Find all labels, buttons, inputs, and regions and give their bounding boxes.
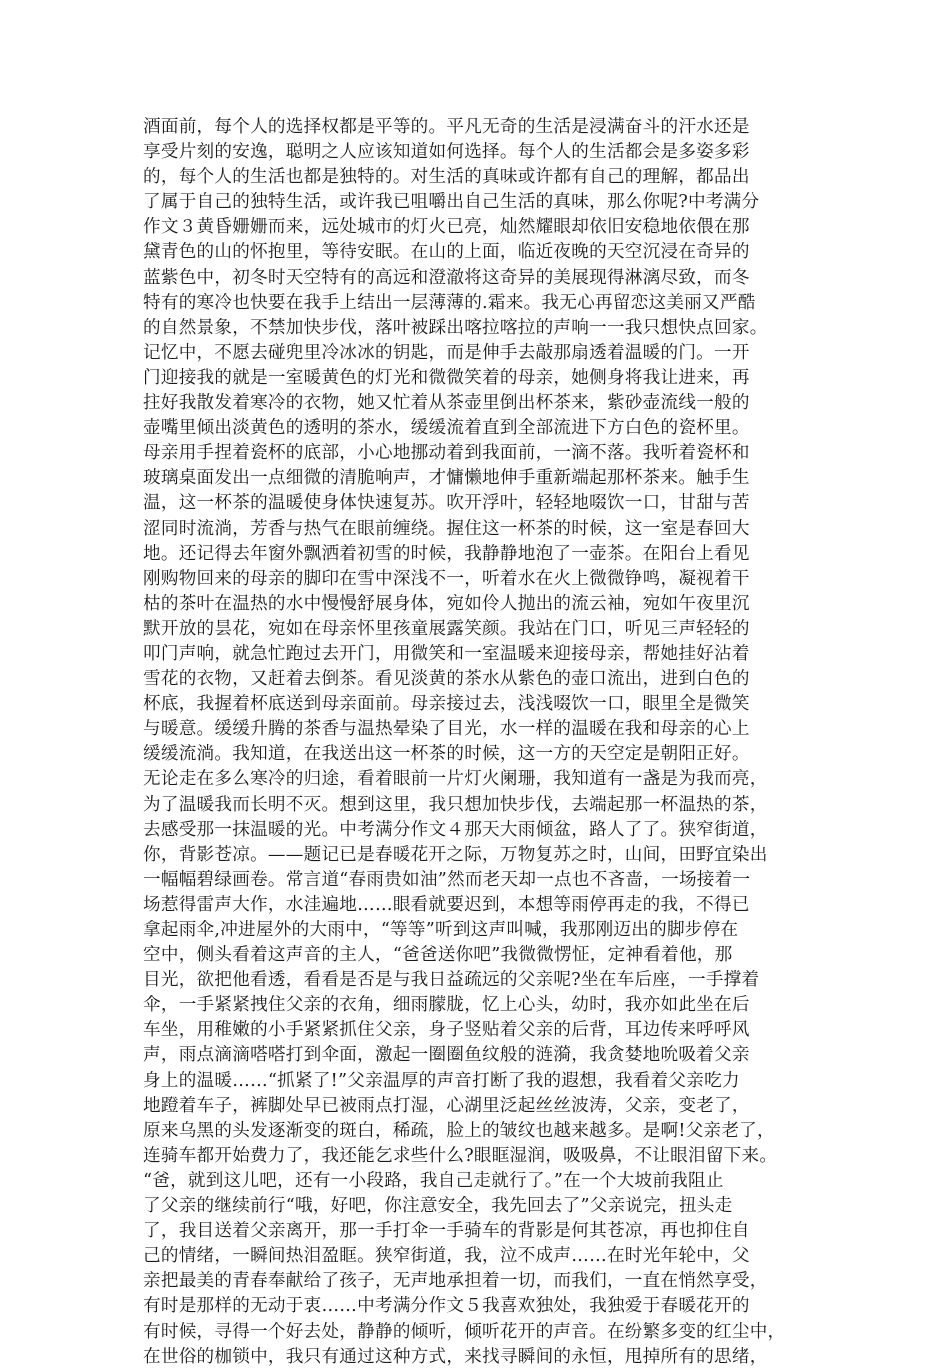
text-line: 了父亲的继续前行“哦，好吧，你注意安全，我先回去了”父亲说完，扭头走: [143, 1196, 733, 1217]
text-line: 亲把最美的青春奉献给了孩子，无声地承担着一切，而我们，一直在悄然享受，: [143, 1271, 768, 1292]
text-line: 的，每个人的生活也都是独特的。对生活的真味或许都有自己的理解，都品出: [143, 167, 750, 188]
text-line: 拿起雨伞,冲进屋外的大雨中，“等等”听到这声叫喊，我那刚迈出的脚步停在: [143, 920, 739, 940]
text-line: 涩同时流淌，芳香与热气在眼前缠绕。握住这一杯茶的时候，这一室是春回大: [143, 518, 750, 539]
text-line: 你，背影苍凉。——题记已是春暖花开之际，万物复苏之时，山间，田野宜染出: [143, 844, 768, 865]
text-line: 场惹得雷声大作，水洼遍地……眼看就要迟到，本想等雨停再走的我，不得已: [143, 894, 750, 915]
text-line: 杯底，我握着杯底送到母亲面前。母亲接过去，浅浅啜饮一口，眼里全是微笑: [143, 694, 750, 715]
text-line: 有时是那样的无动于衷……中考满分作文５我喜欢独处，我独爱于春暖花开的: [143, 1296, 750, 1317]
text-line: 连骑车都开始费力了，我还能乞求些什么?眼眶湿润，吸吸鼻，不让眼泪留下来。: [143, 1145, 778, 1166]
text-line: 壶嘴里倾出淡黄色的透明的茶水，缓缓流着直到全部流进下方白色的瓷杯里。: [143, 418, 750, 439]
text-line: 目光，欲把他看透，看看是否是与我日益疏远的父亲呢?坐在车后座，一手撑着: [143, 970, 760, 991]
text-line: 与暖意。缓缓升腾的茶香与温热晕染了目光，水一样的温暖在我和母亲的心上: [143, 719, 750, 740]
text-line: 己的情绪，一瞬间热泪盈眶。狭窄街道，我，泣不成声……在时光年轮中，父: [143, 1246, 750, 1267]
text-line: 温，这一杯茶的温暖使身体快速复苏。吹开浮叶，轻轻地啜饮一口，甘甜与苦: [143, 493, 750, 514]
text-line: 黛青色的山的怀抱里，等待安眠。在山的上面，临近夜晚的天空沉浸在奇异的: [143, 242, 750, 263]
text-line: 地。还记得去年窗外飘洒着初雪的时候，我静静地泡了一壶茶。在阳台上看见: [143, 543, 750, 564]
text-line: 了属于自己的独特生活，或许我已咀嚼出自己生活的真味，那么你呢?中考满分: [143, 192, 760, 213]
text-line: 玻璃桌面发出一点细微的清脆响声，才慵懒地伸手重新端起那杯茶来。触手生: [143, 468, 750, 489]
text-line: 去感受那一抹温暖的光。中考满分作文４那天大雨倾盆，路人了了。狭窄街道，: [143, 819, 768, 840]
text-line: 在世俗的枷锁中，我只有通过这种方式，来找寻瞬间的永恒，甩掉所有的思绪，: [143, 1346, 768, 1367]
text-line: 地蹬着车子，裤脚处早已被雨点打湿，心湖里泛起丝丝波涛，父亲，变老了，: [143, 1095, 750, 1116]
text-line: 作文３黄昏姗姗而来，远处城市的灯火已亮，灿然耀眼却依旧安稳地依偎在那: [143, 217, 750, 238]
text-line: 特有的寒冷也快要在我手上结出一层薄薄的.霜来。我无心再留恋这美丽又严酷: [143, 292, 756, 313]
text-line: 蓝紫色中，初冬时天空特有的高远和澄澈将这奇异的美展现得淋漓尽致，而冬: [143, 267, 750, 288]
text-line: 了，我目送着父亲离开，那一手打伞一手骑车的背影是何其苍凉，再也抑住自: [143, 1221, 750, 1242]
text-line: 枯的茶叶在温热的水中慢慢舒展身体，宛如伶人抛出的流云袖，宛如午夜里沉: [143, 593, 750, 614]
text-line: 伞，一手紧紧拽住父亲的衣角，细雨朦胧，忆上心头，幼时，我亦如此坐在后: [143, 995, 750, 1016]
text-line: 雪花的衣物，又赶着去倒茶。看见淡黄的茶水从紫色的壶口流出，进到白色的: [143, 669, 750, 690]
text-line: 无论走在多么寒冷的归途，看着眼前一片灯火阑珊，我知道有一盏是为我而亮，: [143, 769, 768, 790]
text-line: 酒面前，每个人的选择权都是平等的。平凡无奇的生活是浸满奋斗的汗水还是: [143, 117, 750, 137]
text-line: 原来乌黑的头发逐渐变的斑白，稀疏，脸上的皱纹也越来越多。是啊!父亲老了，: [143, 1120, 775, 1141]
text-line: 享受片刻的安逸，聪明之人应该知道如何选择。每个人的生活都会是多姿多彩: [143, 142, 750, 163]
text-line: 拄好我散发着寒冷的衣物，她又忙着从茶壶里倒出杯茶来，紫砂壶流线一般的: [143, 393, 750, 414]
text-line: 刚购物回来的母亲的脚印在雪中深浅不一，听着水在火上微微铮鸣，凝视着干: [143, 568, 750, 589]
text-line: 叩门声响，就急忙跑过去开门，用微笑和一室温暖来迎接母亲，帮她挂好沾着: [143, 643, 750, 664]
text-line: 门迎接我的就是一室暖黄色的灯光和微微笑着的母亲，她侧身将我让进来，再: [143, 367, 750, 388]
text-line: 空中，侧头看着这声音的主人，“爸爸送你吧”我微微愣怔，定神看着他，那: [143, 945, 733, 966]
body-text: [143, 115, 808, 1370]
text-line: 为了温暖我而长明不灭。想到这里，我只想加快步伐，去端起那一杯温热的茶，: [143, 794, 768, 815]
text-line: 身上的温暖……“抓紧了!”父亲温厚的声音打断了我的遐想，我看着父亲吃力: [143, 1070, 740, 1091]
text-line: 的自然景象，不禁加快步伐，落叶被踩出喀拉喀拉的声响一一我只想快点回家。: [143, 317, 768, 338]
text-line: 母亲用手捏着瓷杯的底部，小心地挪动着到我面前，一滴不落。我听着瓷杯和: [143, 443, 750, 464]
text-line: 一幅幅碧绿画卷。常言道“春雨贵如油”然而老天却一点也不吝啬，一场接着一: [143, 869, 751, 890]
text-line: “爸，就到这儿吧，还有一小段路，我自己走就行了。”在一个大坡前我阻止: [143, 1170, 724, 1191]
text-line: 车坐，用稚嫩的小手紧紧抓住父亲，身子竖贴着父亲的后背，耳边传来呼呼风: [143, 1020, 750, 1041]
text-line: 记忆中，不愿去碰兜里冷冰冰的钥匙，而是伸手去敲那扇透着温暖的门。一开: [143, 342, 750, 363]
text-line: 默开放的昙花，宛如在母亲怀里孩童展露笑颜。我站在门口，听见三声轻轻的: [143, 618, 750, 639]
text-line: 有时候，寻得一个好去处，静静的倾听，倾听花开的声音。在纷繁多变的红尘中，: [143, 1321, 786, 1342]
text-line: 缓缓流淌。我知道，在我送出这一杯茶的时候，这一方的天空定是朝阳正好。: [143, 744, 750, 765]
text-line: 声，雨点滴滴嗒嗒打到伞面，激起一圈圈鱼纹般的涟漪，我贪婪地吮吸着父亲: [143, 1045, 750, 1066]
